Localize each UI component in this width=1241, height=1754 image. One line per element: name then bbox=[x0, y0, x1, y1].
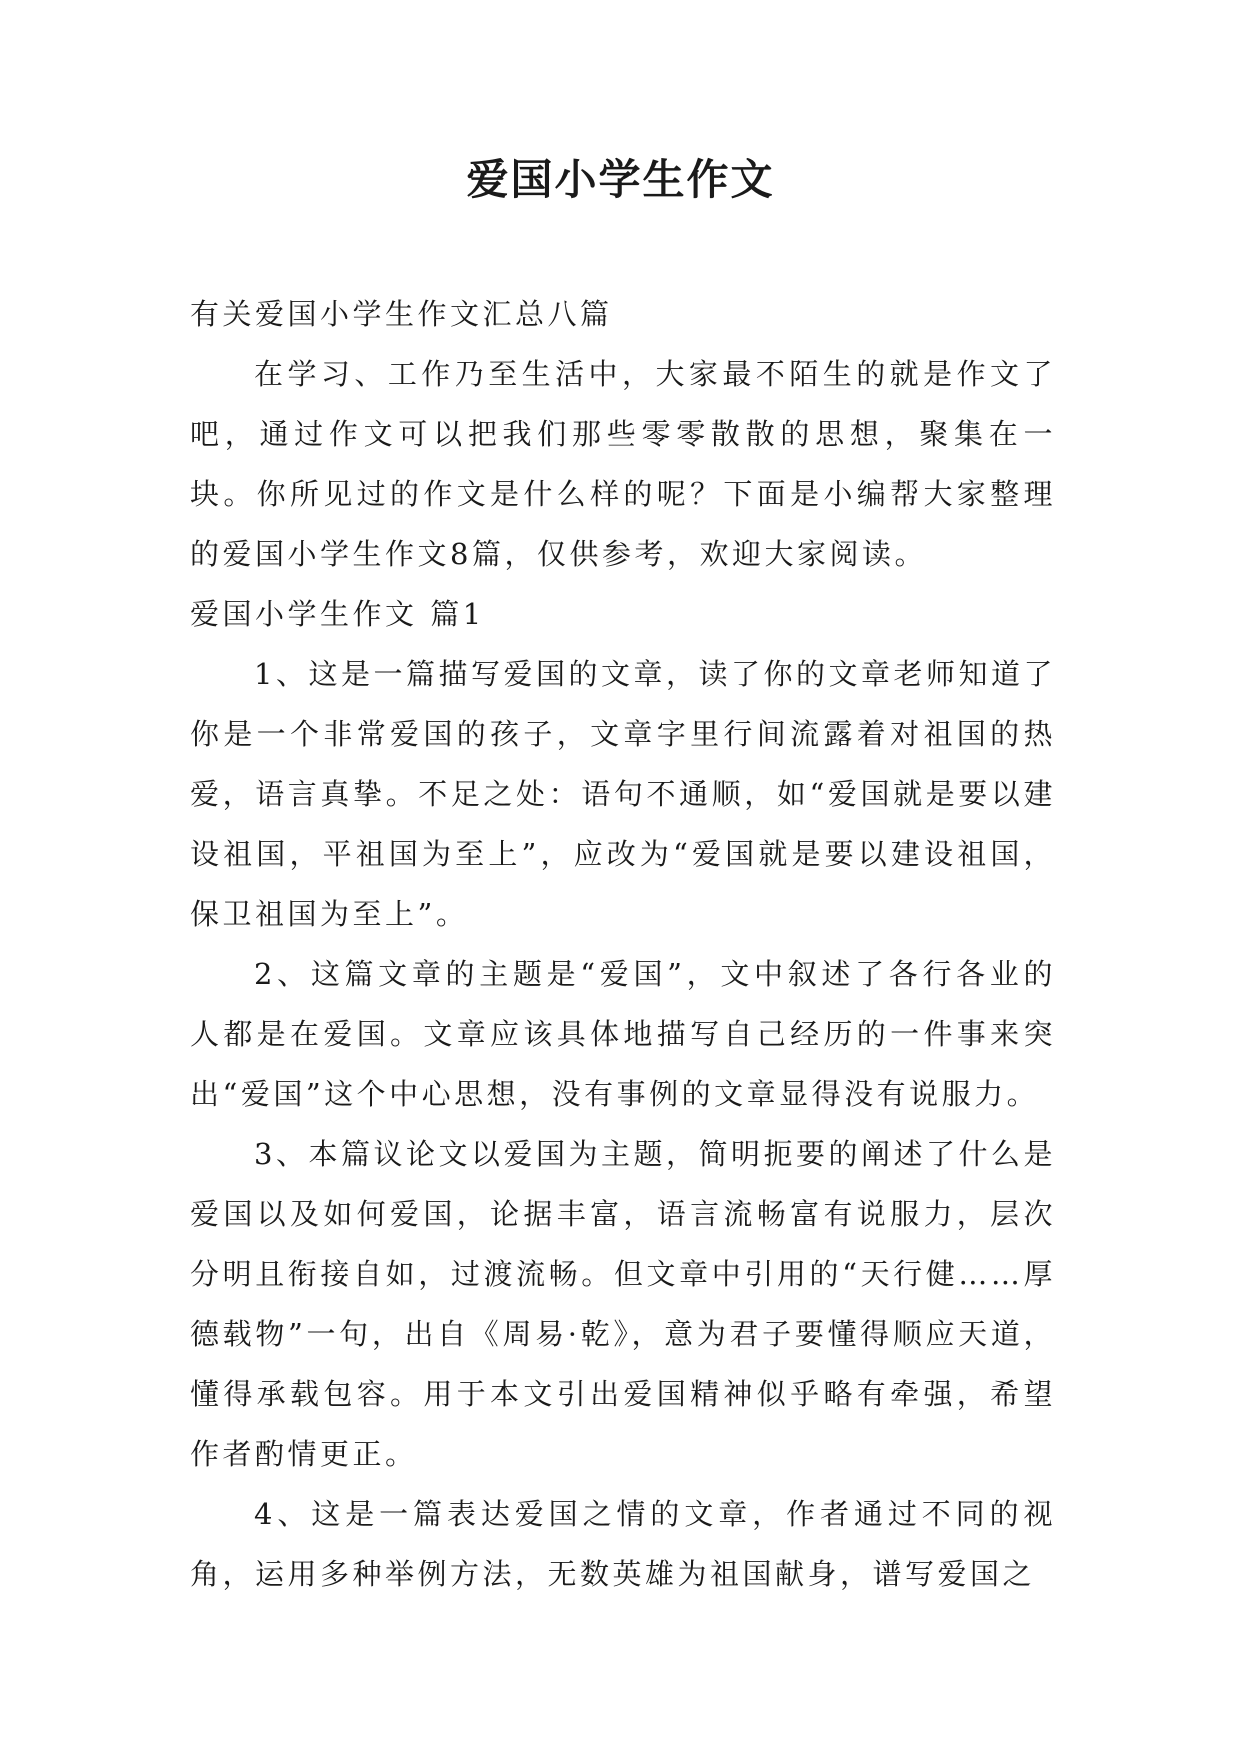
comment-paragraph-4: 4、这是一篇表达爱国之情的文章，作者通过不同的视角，运用多种举例方法，无数英雄为祖国献身，谱写爱国之 bbox=[190, 1497, 1056, 1591]
document-body bbox=[190, 284, 1056, 1604]
subtitle-paragraph: 有关爱国小学生作文汇总八篇 bbox=[190, 297, 613, 331]
section-heading: 爱国小学生作文 篇1 bbox=[190, 597, 485, 631]
comment-paragraph-2: 2、这篇文章的主题是“爱国”，文中叙述了各行各业的人都是在爱国。文章应该具体地描写自己经历的一件事来突出“爱国”这个中心思想，没有事例的文章显得没有说服力。 bbox=[190, 957, 1056, 1111]
intro-paragraph: 在学习、工作乃至生活中，大家最不陌生的就是作文了吧，通过作文可以把我们那些零零散散的思想，聚集在一块。你所见过的作文是什么样的呢？下面是小编帮大家整理的爱国小学生作文8篇，仅供参考，欢迎大家阅读。 bbox=[190, 357, 1056, 571]
document-title: 爱国小学生作文 bbox=[466, 155, 775, 204]
comment-paragraph-1: 1、这是一篇描写爱国的文章，读了你的文章老师知道了你是一个非常爱国的孩子，文章字里行间流露着对祖国的热爱，语言真挚。不足之处：语句不通顺，如“爱国就是要以建设祖国，平祖国为至上”，应改为“爱国就是要以建设祖国，保卫祖国为至上”。 bbox=[190, 657, 1056, 931]
comment-paragraph-3: 3、本篇议论文以爱国为主题，简明扼要的阐述了什么是爱国以及如何爱国，论据丰富，语言流畅富有说服力，层次分明且衔接自如，过渡流畅。但文章中引用的“天行健……厚德载物”一句，出自《周易·乾》，意为君子要懂得顺应天道，懂得承载包容。用于本文引出爱国精神似乎略有牵强，希望作者酌情更正。 bbox=[190, 1137, 1056, 1471]
